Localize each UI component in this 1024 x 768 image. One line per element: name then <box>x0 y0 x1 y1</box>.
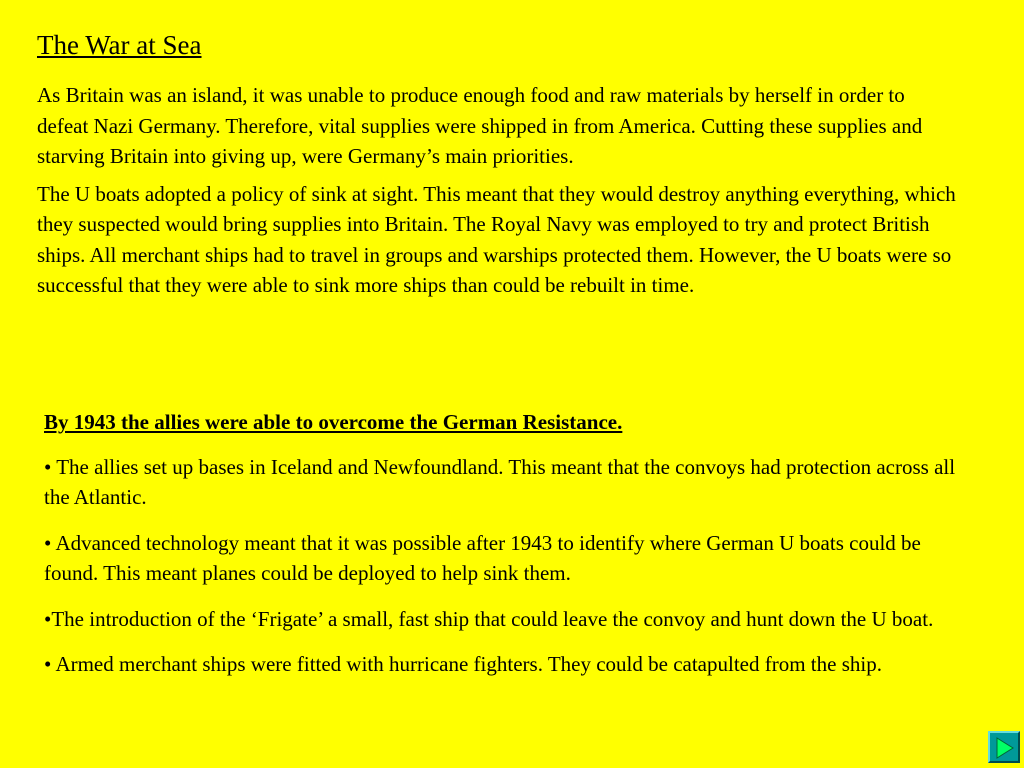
bullet-item-4: • Armed merchant ships were fitted with hurricane fighters. They could be catapulted from the ship. <box>44 652 882 676</box>
bullet-item-2: • Advanced technology meant that it was possible after 1943 to identify where German U boats could be found. This meant planes could be deployed to help sink them. <box>44 530 921 585</box>
slide-title: The War at Sea <box>37 30 202 60</box>
play-triangle-icon <box>995 737 1015 759</box>
bullet-item-3: •The introduction of the ‘Frigate’ a small, fast ship that could leave the convoy and hunt down the U boat. <box>44 606 934 631</box>
section-heading: By 1943 the allies were able to overcome the German Resistance. <box>44 410 623 434</box>
paragraph-2: The U boats adopted a policy of sink at sight. This meant that they would destroy anything everything, which they suspected would bring supplies into Britain. The Royal Navy was employed to try and protect British ships. All merchant ships had to travel in groups and warships protected them. However, the U boats were so successful that they were able to sink more ships than could be rebuilt in time. <box>37 181 956 297</box>
bullet-item-1: • The allies set up bases in Iceland and Newfoundland. This meant that the convoys had protection across all the Atlantic. <box>44 454 956 509</box>
next-slide-button[interactable] <box>988 731 1020 763</box>
intro-text <box>37 80 957 308</box>
allies-section <box>44 407 964 695</box>
paragraph-1: As Britain was an island, it was unable to produce enough food and raw materials by herself in order to defeat Nazi Germany. Therefore, vital supplies were shipped in from America. Cutting these supplies and starving Britain into giving up, were Germany’s main priorities. <box>37 83 923 168</box>
